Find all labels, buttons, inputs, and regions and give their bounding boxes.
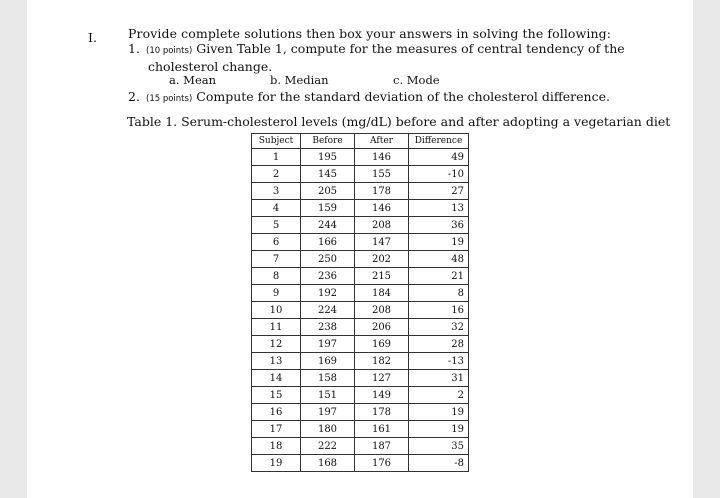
table-row [252,404,469,421]
cell-after: 206 [355,319,409,336]
cell-before: 158 [301,370,355,387]
table-row [252,336,469,353]
cell-difference: -8 [409,455,469,472]
table-row [252,455,469,472]
question-2-number: 2. [128,89,140,104]
table-row [252,387,469,404]
cell-subject: 5 [252,217,301,234]
table-row [252,302,469,319]
cell-difference: 13 [409,200,469,217]
cell-difference: -10 [409,166,469,183]
table-row [252,166,469,183]
cell-subject: 18 [252,438,301,455]
table-row [252,268,469,285]
cell-difference: 16 [409,302,469,319]
cell-subject: 2 [252,166,301,183]
document-page [27,0,693,498]
cell-subject: 6 [252,234,301,251]
cell-difference: 35 [409,438,469,455]
header-before: Before [301,134,355,149]
table-row [252,353,469,370]
cholesterol-table [251,133,469,472]
cell-subject: 11 [252,319,301,336]
cell-before: 236 [301,268,355,285]
cell-subject: 12 [252,336,301,353]
table-row [252,200,469,217]
cell-before: 168 [301,455,355,472]
table-row [252,285,469,302]
header-subject: Subject [252,134,301,149]
cell-before: 222 [301,438,355,455]
cell-subject: 9 [252,285,301,302]
table-row [252,438,469,455]
cell-after: 147 [355,234,409,251]
cell-subject: 16 [252,404,301,421]
table-row [252,217,469,234]
cell-difference: 36 [409,217,469,234]
table-row [252,234,469,251]
cell-difference: 32 [409,319,469,336]
table-header-row [252,134,469,149]
cell-after: 215 [355,268,409,285]
question-1-text-line2: cholesterol change. [148,59,273,74]
table-body [252,149,469,472]
cell-before: 159 [301,200,355,217]
cell-subject: 17 [252,421,301,438]
cell-subject: 13 [252,353,301,370]
cell-after: 187 [355,438,409,455]
cell-before: 195 [301,149,355,166]
question-1-number: 1. [128,41,140,56]
cell-subject: 1 [252,149,301,166]
cell-after: 169 [355,336,409,353]
cell-before: 238 [301,319,355,336]
cell-after: 155 [355,166,409,183]
cell-difference: 48 [409,251,469,268]
cell-subject: 4 [252,200,301,217]
cell-before: 197 [301,404,355,421]
cell-after: 146 [355,149,409,166]
table-row [252,319,469,336]
option-mean: a. Mean [169,73,217,87]
cell-before: 151 [301,387,355,404]
table-row [252,251,469,268]
question-2 [128,89,610,104]
question-2-text: Compute for the standard deviation of the cholesterol difference. [196,89,610,104]
header-after: After [355,134,409,149]
question-1-points: (10 points) [146,46,193,56]
question-1-text-line1: Given Table 1, compute for the measures of central tendency of the [196,41,625,56]
cell-before: 197 [301,336,355,353]
cell-difference: 19 [409,404,469,421]
cell-subject: 10 [252,302,301,319]
cell-before: 180 [301,421,355,438]
cell-difference: 2 [409,387,469,404]
cell-before: 145 [301,166,355,183]
cell-after: 202 [355,251,409,268]
instructions: Provide complete solutions then box your answers in solving the following: [128,26,612,41]
cell-after: 176 [355,455,409,472]
cell-before: 166 [301,234,355,251]
cell-after: 146 [355,200,409,217]
section-numeral: I. [88,30,97,45]
cell-after: 208 [355,217,409,234]
table-row [252,421,469,438]
cell-after: 182 [355,353,409,370]
cell-after: 161 [355,421,409,438]
cell-difference: 28 [409,336,469,353]
cell-difference: 27 [409,183,469,200]
cell-subject: 14 [252,370,301,387]
cell-after: 127 [355,370,409,387]
cell-subject: 3 [252,183,301,200]
table-row [252,149,469,166]
table-row [252,183,469,200]
cell-after: 208 [355,302,409,319]
cell-subject: 19 [252,455,301,472]
cell-subject: 7 [252,251,301,268]
cell-difference: 49 [409,149,469,166]
cell-before: 205 [301,183,355,200]
question-1 [128,41,663,74]
cell-subject: 15 [252,387,301,404]
cell-difference: 31 [409,370,469,387]
option-median: b. Median [270,73,329,87]
cell-difference: 8 [409,285,469,302]
cell-after: 184 [355,285,409,302]
option-mode: c. Mode [393,73,440,87]
cell-before: 244 [301,217,355,234]
cell-difference: 21 [409,268,469,285]
cell-before: 250 [301,251,355,268]
table-row [252,370,469,387]
question-2-points: (15 points) [146,94,193,104]
table-caption: Table 1. Serum-cholesterol levels (mg/dL) before and after adopting a vegetarian diet [127,114,671,129]
cell-after: 178 [355,183,409,200]
cell-before: 224 [301,302,355,319]
cell-after: 149 [355,387,409,404]
cell-subject: 8 [252,268,301,285]
cell-before: 169 [301,353,355,370]
cell-after: 178 [355,404,409,421]
cell-difference: 19 [409,234,469,251]
cell-difference: 19 [409,421,469,438]
header-difference: Difference [409,134,469,149]
cell-difference: -13 [409,353,469,370]
cell-before: 192 [301,285,355,302]
